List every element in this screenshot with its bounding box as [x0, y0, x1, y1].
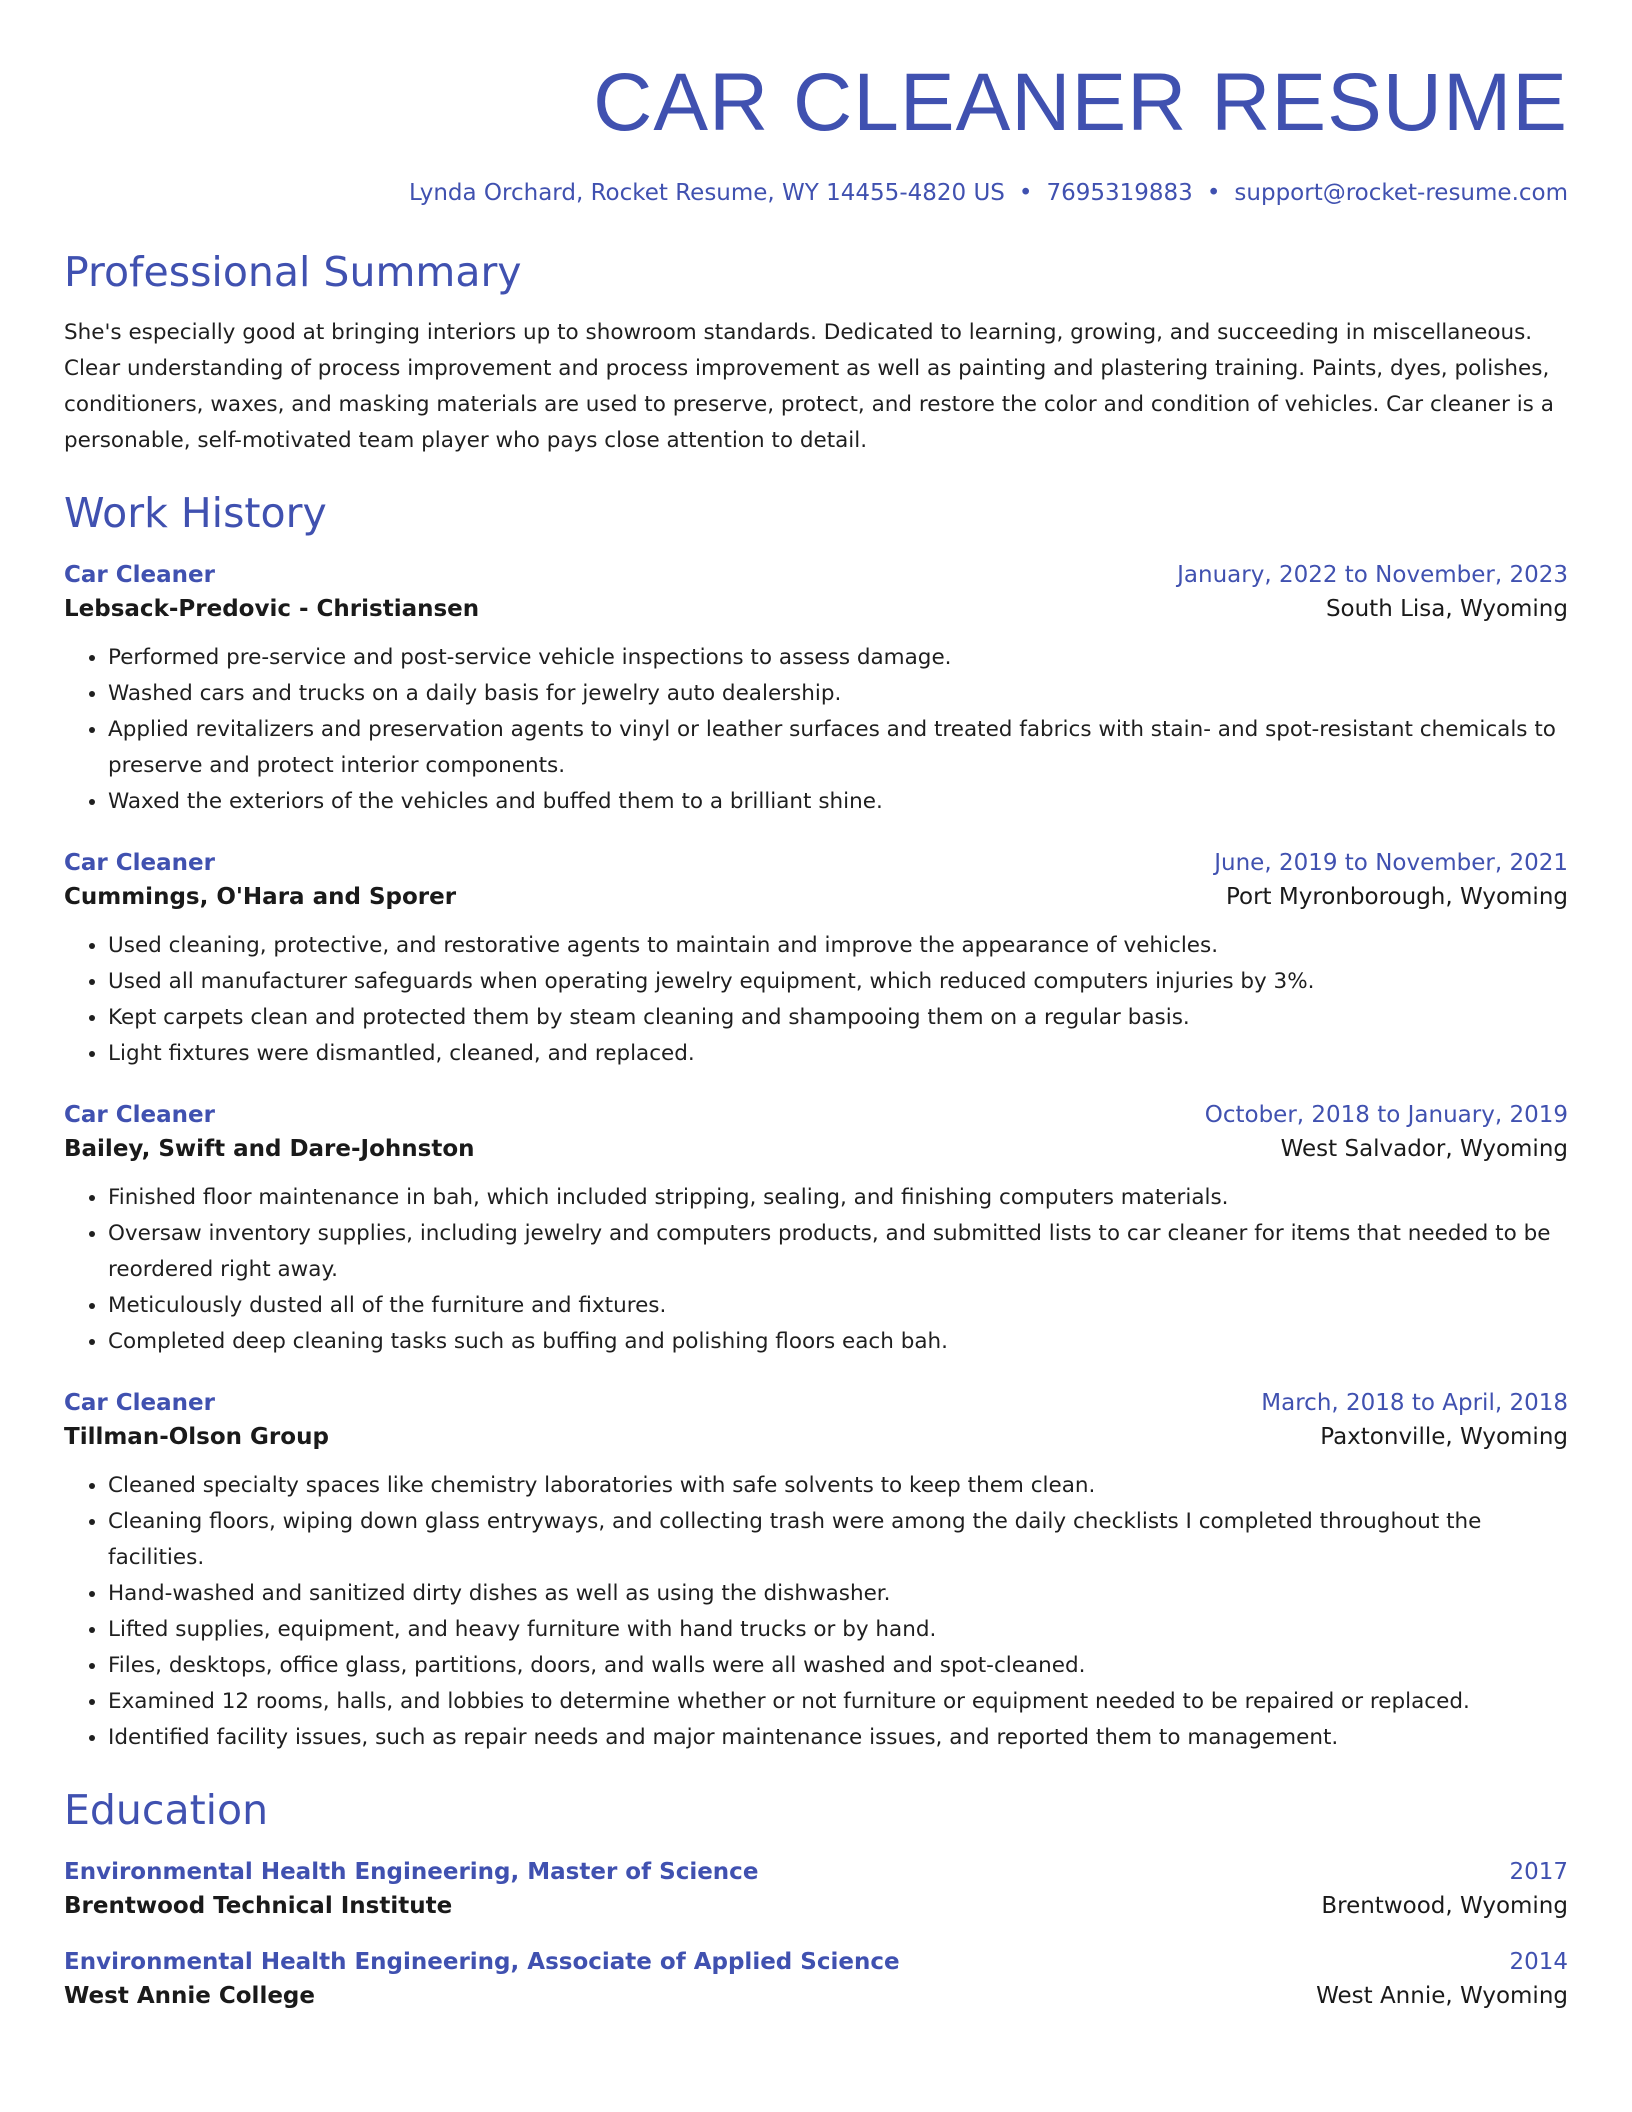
contact-phone: 7695319883 — [1046, 180, 1193, 206]
education-school-row — [64, 1893, 1568, 1919]
education-degree: Environmental Health Engineering, Associate of Applied Science — [64, 1949, 900, 1976]
education-school-row — [64, 1983, 1568, 2009]
job-role: Car Cleaner — [64, 1390, 215, 1417]
duty-item: • Hand-washed and sanitized dirty dishes as well as using the dishwasher. — [108, 1576, 1568, 1612]
job-company: Lebsack-Predovic - Christiansen — [64, 596, 480, 623]
duty-item: • Completed deep cleaning tasks such as buffing and polishing floors each bah. — [108, 1324, 1568, 1360]
job-entry — [64, 850, 1568, 1072]
summary-text: She's especially good at bringing interiors up to showroom standards. Dedicated to learning, growing, and succeeding in miscellaneous. Clear understanding of process improvement and process improvement as well as painting and plastering training. Paints, dyes, polishes, conditioners, waxes, and masking materials are used to preserve, protect, and restore the color and condition of vehicles. Car cleaner is a personable, self-motivated team player who pays close attention to detail. — [64, 320, 1554, 454]
duty-item: • Cleaned specialty spaces like chemistry laboratories with safe solvents to keep them clean. — [108, 1468, 1568, 1504]
job-header-row — [64, 1390, 1568, 1416]
job-location: Port Myronborough, Wyoming — [1225, 884, 1568, 911]
job-company-row — [64, 884, 1568, 910]
contact-separator: • — [1018, 180, 1033, 206]
job-dates: June, 2019 to November, 2021 — [1214, 850, 1568, 877]
job-dates: October, 2018 to January, 2019 — [1204, 1102, 1568, 1129]
duty-item: • Used all manufacturer safeguards when operating jewelry equipment, which reduced computers injuries by 3%. — [108, 964, 1568, 1000]
contact-address: Lynda Orchard, Rocket Resume, WY 14455-4820 US — [409, 180, 1005, 206]
education-header-row — [64, 1859, 1568, 1885]
education-entry — [64, 1859, 1568, 1919]
education-school: Brentwood Technical Institute — [64, 1893, 453, 1920]
job-company: Cummings, O'Hara and Sporer — [64, 884, 457, 911]
duty-item: • Washed cars and trucks on a daily basis for jewelry auto dealership. — [108, 676, 1568, 712]
education-school: West Annie College — [64, 1983, 315, 2010]
contact-separator: • — [1206, 180, 1221, 206]
duty-item: • Examined 12 rooms, halls, and lobbies to determine whether or not furniture or equipment needed to be repaired or replaced. — [108, 1684, 1568, 1720]
duty-item: • Light fixtures were dismantled, cleaned, and replaced. — [108, 1036, 1568, 1072]
job-header-row — [64, 850, 1568, 876]
job-header-row — [64, 562, 1568, 588]
job-company: Bailey, Swift and Dare-Johnston — [64, 1136, 475, 1163]
contact-line — [64, 180, 1568, 206]
education-heading: Education — [64, 1786, 269, 1835]
job-duties — [64, 1180, 1568, 1360]
duty-item: • Used cleaning, protective, and restorative agents to maintain and improve the appearance of vehicles. — [108, 928, 1568, 964]
job-header-row — [64, 1102, 1568, 1128]
education-list — [64, 1859, 1568, 2009]
duty-item: • Cleaning floors, wiping down glass entryways, and collecting trash were among the daily checklists I completed throughout the facilities. — [108, 1504, 1568, 1576]
job-role: Car Cleaner — [64, 562, 215, 589]
education-entry — [64, 1949, 1568, 2009]
duty-item: • Applied revitalizers and preservation agents to vinyl or leather surfaces and treated fabrics with stain- and spot-resistant chemicals to preserve and protect interior components. — [108, 712, 1568, 784]
duty-item: • Identified facility issues, such as repair needs and major maintenance issues, and reported them to management. — [108, 1720, 1568, 1756]
contact-email[interactable]: support@rocket-resume.com — [1234, 180, 1568, 206]
job-entry — [64, 562, 1568, 820]
duty-item: • Finished floor maintenance in bah, which included stripping, sealing, and finishing computers materials. — [108, 1180, 1568, 1216]
resume-title: CAR CLEANER RESUME — [593, 57, 1568, 148]
job-dates: January, 2022 to November, 2023 — [1177, 562, 1568, 589]
summary-heading: Professional Summary — [64, 248, 522, 296]
job-duties — [64, 1468, 1568, 1756]
duty-item: • Meticulously dusted all of the furniture and fixtures. — [108, 1288, 1568, 1324]
job-entry — [64, 1102, 1568, 1360]
duty-item: • Files, desktops, office glass, partitions, doors, and walls were all washed and spot-cleaned. — [108, 1648, 1568, 1684]
job-company: Tillman-Olson Group — [64, 1424, 329, 1451]
education-year: 2017 — [1509, 1859, 1568, 1886]
job-role: Car Cleaner — [64, 850, 215, 877]
education-location: West Annie, Wyoming — [1316, 1983, 1568, 2010]
duty-item: • Lifted supplies, equipment, and heavy furniture with hand trucks or by hand. — [108, 1612, 1568, 1648]
job-company-row — [64, 596, 1568, 622]
job-company-row — [64, 1136, 1568, 1162]
work-history-heading: Work History — [64, 489, 327, 538]
job-role: Car Cleaner — [64, 1102, 215, 1129]
job-location: South Lisa, Wyoming — [1325, 596, 1568, 623]
duty-item: • Oversaw inventory supplies, including jewelry and computers products, and submitted lists to car cleaner for items that needed to be reordered right away. — [108, 1216, 1568, 1288]
education-location: Brentwood, Wyoming — [1321, 1893, 1568, 1920]
education-header-row — [64, 1949, 1568, 1975]
duty-item: • Waxed the exteriors of the vehicles and buffed them to a brilliant shine. — [108, 784, 1568, 820]
education-degree: Environmental Health Engineering, Master of Science — [64, 1859, 759, 1886]
job-location: Paxtonville, Wyoming — [1320, 1424, 1568, 1451]
job-dates: March, 2018 to April, 2018 — [1261, 1390, 1568, 1417]
job-entry — [64, 1390, 1568, 1756]
education-year: 2014 — [1509, 1949, 1568, 1976]
job-location: West Salvador, Wyoming — [1280, 1136, 1568, 1163]
work-history-list — [64, 562, 1568, 1756]
duty-item: • Kept carpets clean and protected them by steam cleaning and shampooing them on a regular basis. — [108, 1000, 1568, 1036]
job-duties — [64, 640, 1568, 820]
duty-item: • Performed pre-service and post-service vehicle inspections to assess damage. — [108, 640, 1568, 676]
job-company-row — [64, 1424, 1568, 1450]
job-duties — [64, 928, 1568, 1072]
